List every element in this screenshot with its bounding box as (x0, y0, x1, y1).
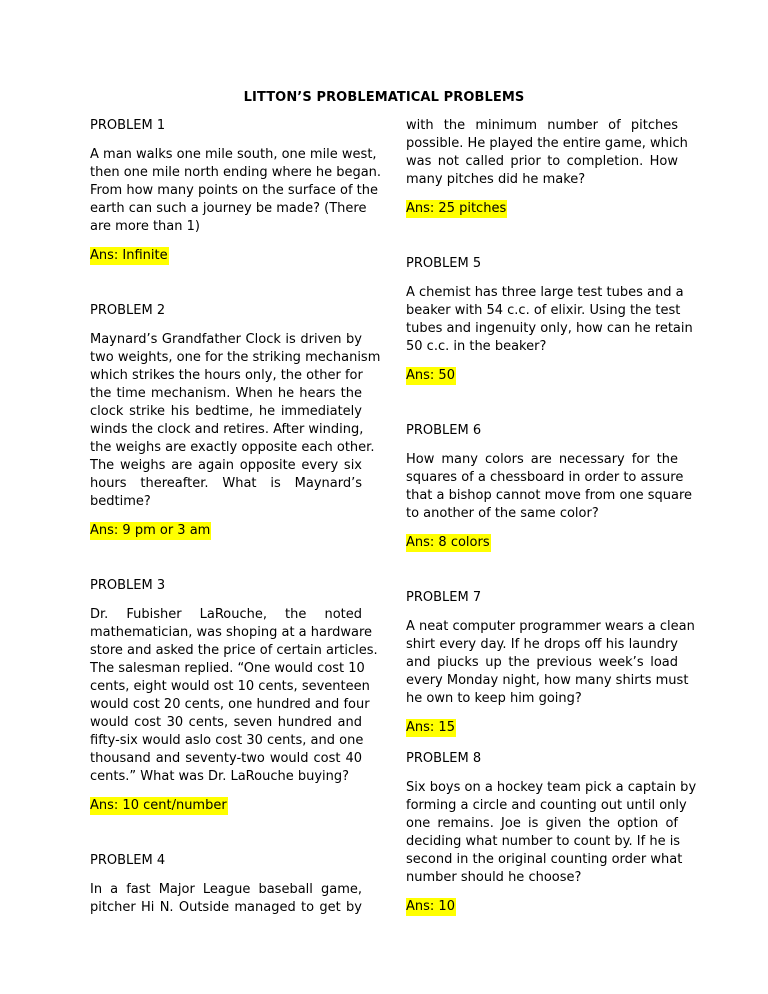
answer-highlight: Ans: 50 (406, 368, 455, 383)
problem-heading: PROBLEM 7 (406, 590, 482, 605)
problem-text (90, 331, 381, 511)
answer-highlight: Ans: 25 pitches (406, 201, 507, 216)
problem-text (406, 618, 695, 708)
answer-highlight: Ans: 9 pm or 3 am (90, 523, 211, 538)
text-line: hours thereafter. What is Maynard’s (90, 476, 362, 491)
text-line: Dr. Fubisher LaRouche, the noted (90, 607, 362, 622)
text-line: are more than 1) (90, 219, 200, 234)
text-line: bedtime? (90, 494, 151, 509)
answer-highlight: Ans: 10 (406, 899, 455, 914)
problem-text (90, 146, 382, 236)
problem-heading: PROBLEM 3 (90, 578, 166, 593)
text-line: forming a circle and counting out until only (406, 798, 687, 813)
problem-text (90, 881, 362, 917)
text-line: deciding what number to count by. If he is (406, 834, 681, 849)
text-line: earth can such a journey be made? (There (90, 201, 367, 216)
problem-heading: PROBLEM 5 (406, 256, 482, 271)
text-line: which strikes the hours only, the other for (90, 368, 363, 383)
text-line: to another of the same color? (406, 506, 599, 521)
text-line: he own to keep him going? (406, 691, 582, 706)
text-line: possible. He played the entire game, which (406, 136, 688, 151)
text-line: and piucks up the previous week’s load (406, 655, 678, 670)
problem-heading: PROBLEM 4 (90, 853, 166, 868)
problem-heading: PROBLEM 8 (406, 751, 482, 766)
text-line: would cost 20 cents, one hundred and four (90, 697, 370, 712)
text-line: number should he choose? (406, 870, 582, 885)
text-line: The salesman replied. “One would cost 10 (90, 661, 365, 676)
text-line: A man walks one mile south, one mile west, (90, 147, 377, 162)
text-line: How many colors are necessary for the (406, 452, 678, 467)
text-line: mathematician, was shoping at a hardware (90, 625, 373, 640)
problem-heading: PROBLEM 1 (90, 118, 166, 133)
text-line: Maynard’s Grandfather Clock is driven by (90, 332, 362, 347)
problem-text (406, 117, 688, 189)
text-line: two weights, one for the striking mechanism (90, 350, 381, 365)
text-line: Six boys on a hockey team pick a captain by (406, 780, 697, 795)
problem-text (406, 284, 693, 356)
text-line: every Monday night, how many shirts must (406, 673, 689, 688)
text-line: 50 c.c. in the beaker? (406, 339, 547, 354)
text-line: fifty-six would aslo cost 30 cents, and one (90, 733, 364, 748)
left-column (90, 117, 382, 917)
answer-highlight: Ans: 10 cent/number (90, 798, 227, 813)
text-line: pitcher Hi N. Outside managed to get by (90, 900, 362, 915)
answer-highlight: Ans: 8 colors (406, 535, 490, 550)
text-line: tubes and ingenuity only, how can he retain (406, 321, 693, 336)
text-line: In a fast Major League baseball game, (90, 882, 362, 897)
problem-text (406, 451, 693, 523)
text-line: The weighs are again opposite every six (90, 458, 362, 473)
right-column (406, 117, 697, 916)
text-line: would cost 30 cents, seven hundred and (90, 715, 362, 730)
text-line: that a bishop cannot move from one square (406, 488, 693, 503)
problem-heading: PROBLEM 6 (406, 423, 482, 438)
answer-highlight: Ans: Infinite (90, 248, 168, 263)
text-line: From how many points on the surface of the (90, 183, 379, 198)
text-line: second in the original counting order what (406, 852, 683, 867)
text-line: with the minimum number of pitches (406, 118, 678, 133)
text-line: A neat computer programmer wears a clean (406, 619, 695, 634)
text-line: cents.” What was Dr. LaRouche buying? (90, 769, 350, 784)
document-title: LITTON’S PROBLEMATICAL PROBLEMS (243, 90, 525, 105)
text-line: thousand and seventy-two would cost 40 (90, 751, 362, 766)
problem-text (406, 779, 697, 887)
text-line: winds the clock and retires. After winding, (90, 422, 364, 437)
text-line: squares of a chessboard in order to assure (406, 470, 684, 485)
problem-text (90, 606, 378, 786)
text-line: the weighs are exactly opposite each other. (90, 440, 375, 455)
text-line: many pitches did he make? (406, 172, 586, 187)
text-line: one remains. Joe is given the option of (406, 816, 678, 831)
text-line: clock strike his bedtime, he immediately (90, 404, 362, 419)
problem-heading: PROBLEM 2 (90, 303, 166, 318)
text-line: shirt every day. If he drops off his laundry (406, 637, 678, 652)
text-line: cents, eight would ost 10 cents, seventeen (90, 679, 370, 694)
text-line: beaker with 54 c.c. of elixir. Using the test (406, 303, 681, 318)
answer-highlight: Ans: 15 (406, 720, 455, 735)
text-line: store and asked the price of certain articles. (90, 643, 378, 658)
text-line: A chemist has three large test tubes and a (406, 285, 684, 300)
text-line: was not called prior to completion. How (406, 154, 678, 169)
text-line: then one mile north ending where he began. (90, 165, 382, 180)
text-line: the time mechanism. When he hears the (90, 386, 362, 401)
